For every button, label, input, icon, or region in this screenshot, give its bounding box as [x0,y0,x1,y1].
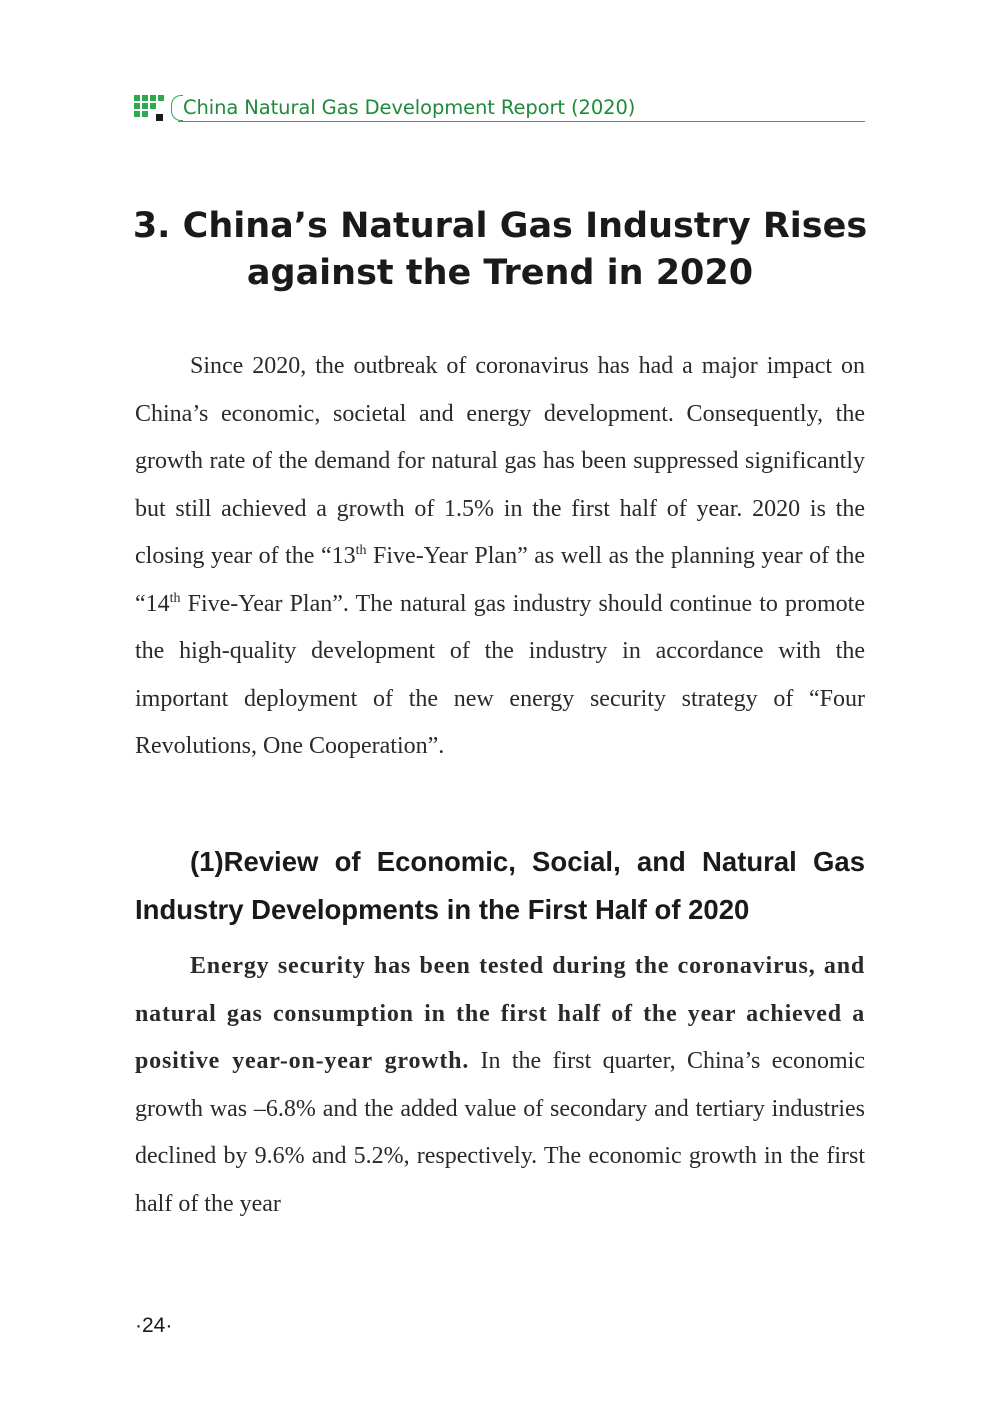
running-header [134,93,865,125]
green-block-logo-icon [134,95,164,121]
section-title: (1)Review of Economic, Social, and Natural Gas Industry Developments in the First Half of 2020 [135,846,865,925]
chapter-title [120,203,880,297]
header-rule [178,121,865,122]
paragraph-body-text: In the first quarter, China’s economic growth was –6.8% and the added value of secondary and tertiary industries declined by 9.6% and 5.2%, respectively. The economic growth in the first half of the year [135,1048,865,1217]
energy-security-paragraph [135,943,865,1228]
intro-text-a: Since 2020, the outbreak of coronavirus has had a major impact on China’s economic, societal and energy development. Consequently, the growth rate of the demand for natural gas has been suppressed significantly but still achieved a growth of 1.5% in the first half of year. 2020 is the closing year of the “13 [135,353,865,569]
ordinal-suffix-14: th [169,590,181,606]
header-bracket [171,95,183,121]
chapter-title-line-2: against the Trend in 2020 [246,253,754,293]
intro-text-c: Five-Year Plan”. The natural gas industry should continue to promote the high-quality development of the industry in accordance with the important deployment of the new energy security strategy of “Four Revolutions, One Cooperation”. [135,590,865,759]
intro-paragraph [135,343,865,771]
header-title: China Natural Gas Development Report (2020) [183,96,636,119]
intro-text-b: Five-Year Plan” as well as the planning year of the “14 [135,543,866,617]
paragraph-bold-lead: Energy security has been tested during the coronavirus, and natural gas consumption in the first half of the year achieved a positive year-on-year growth. [135,953,865,1074]
page-number: ·24· [135,1314,173,1337]
chapter-title-line-1: 3. China’s Natural Gas Industry Rises [132,206,868,246]
ordinal-suffix-13: th [355,543,367,558]
